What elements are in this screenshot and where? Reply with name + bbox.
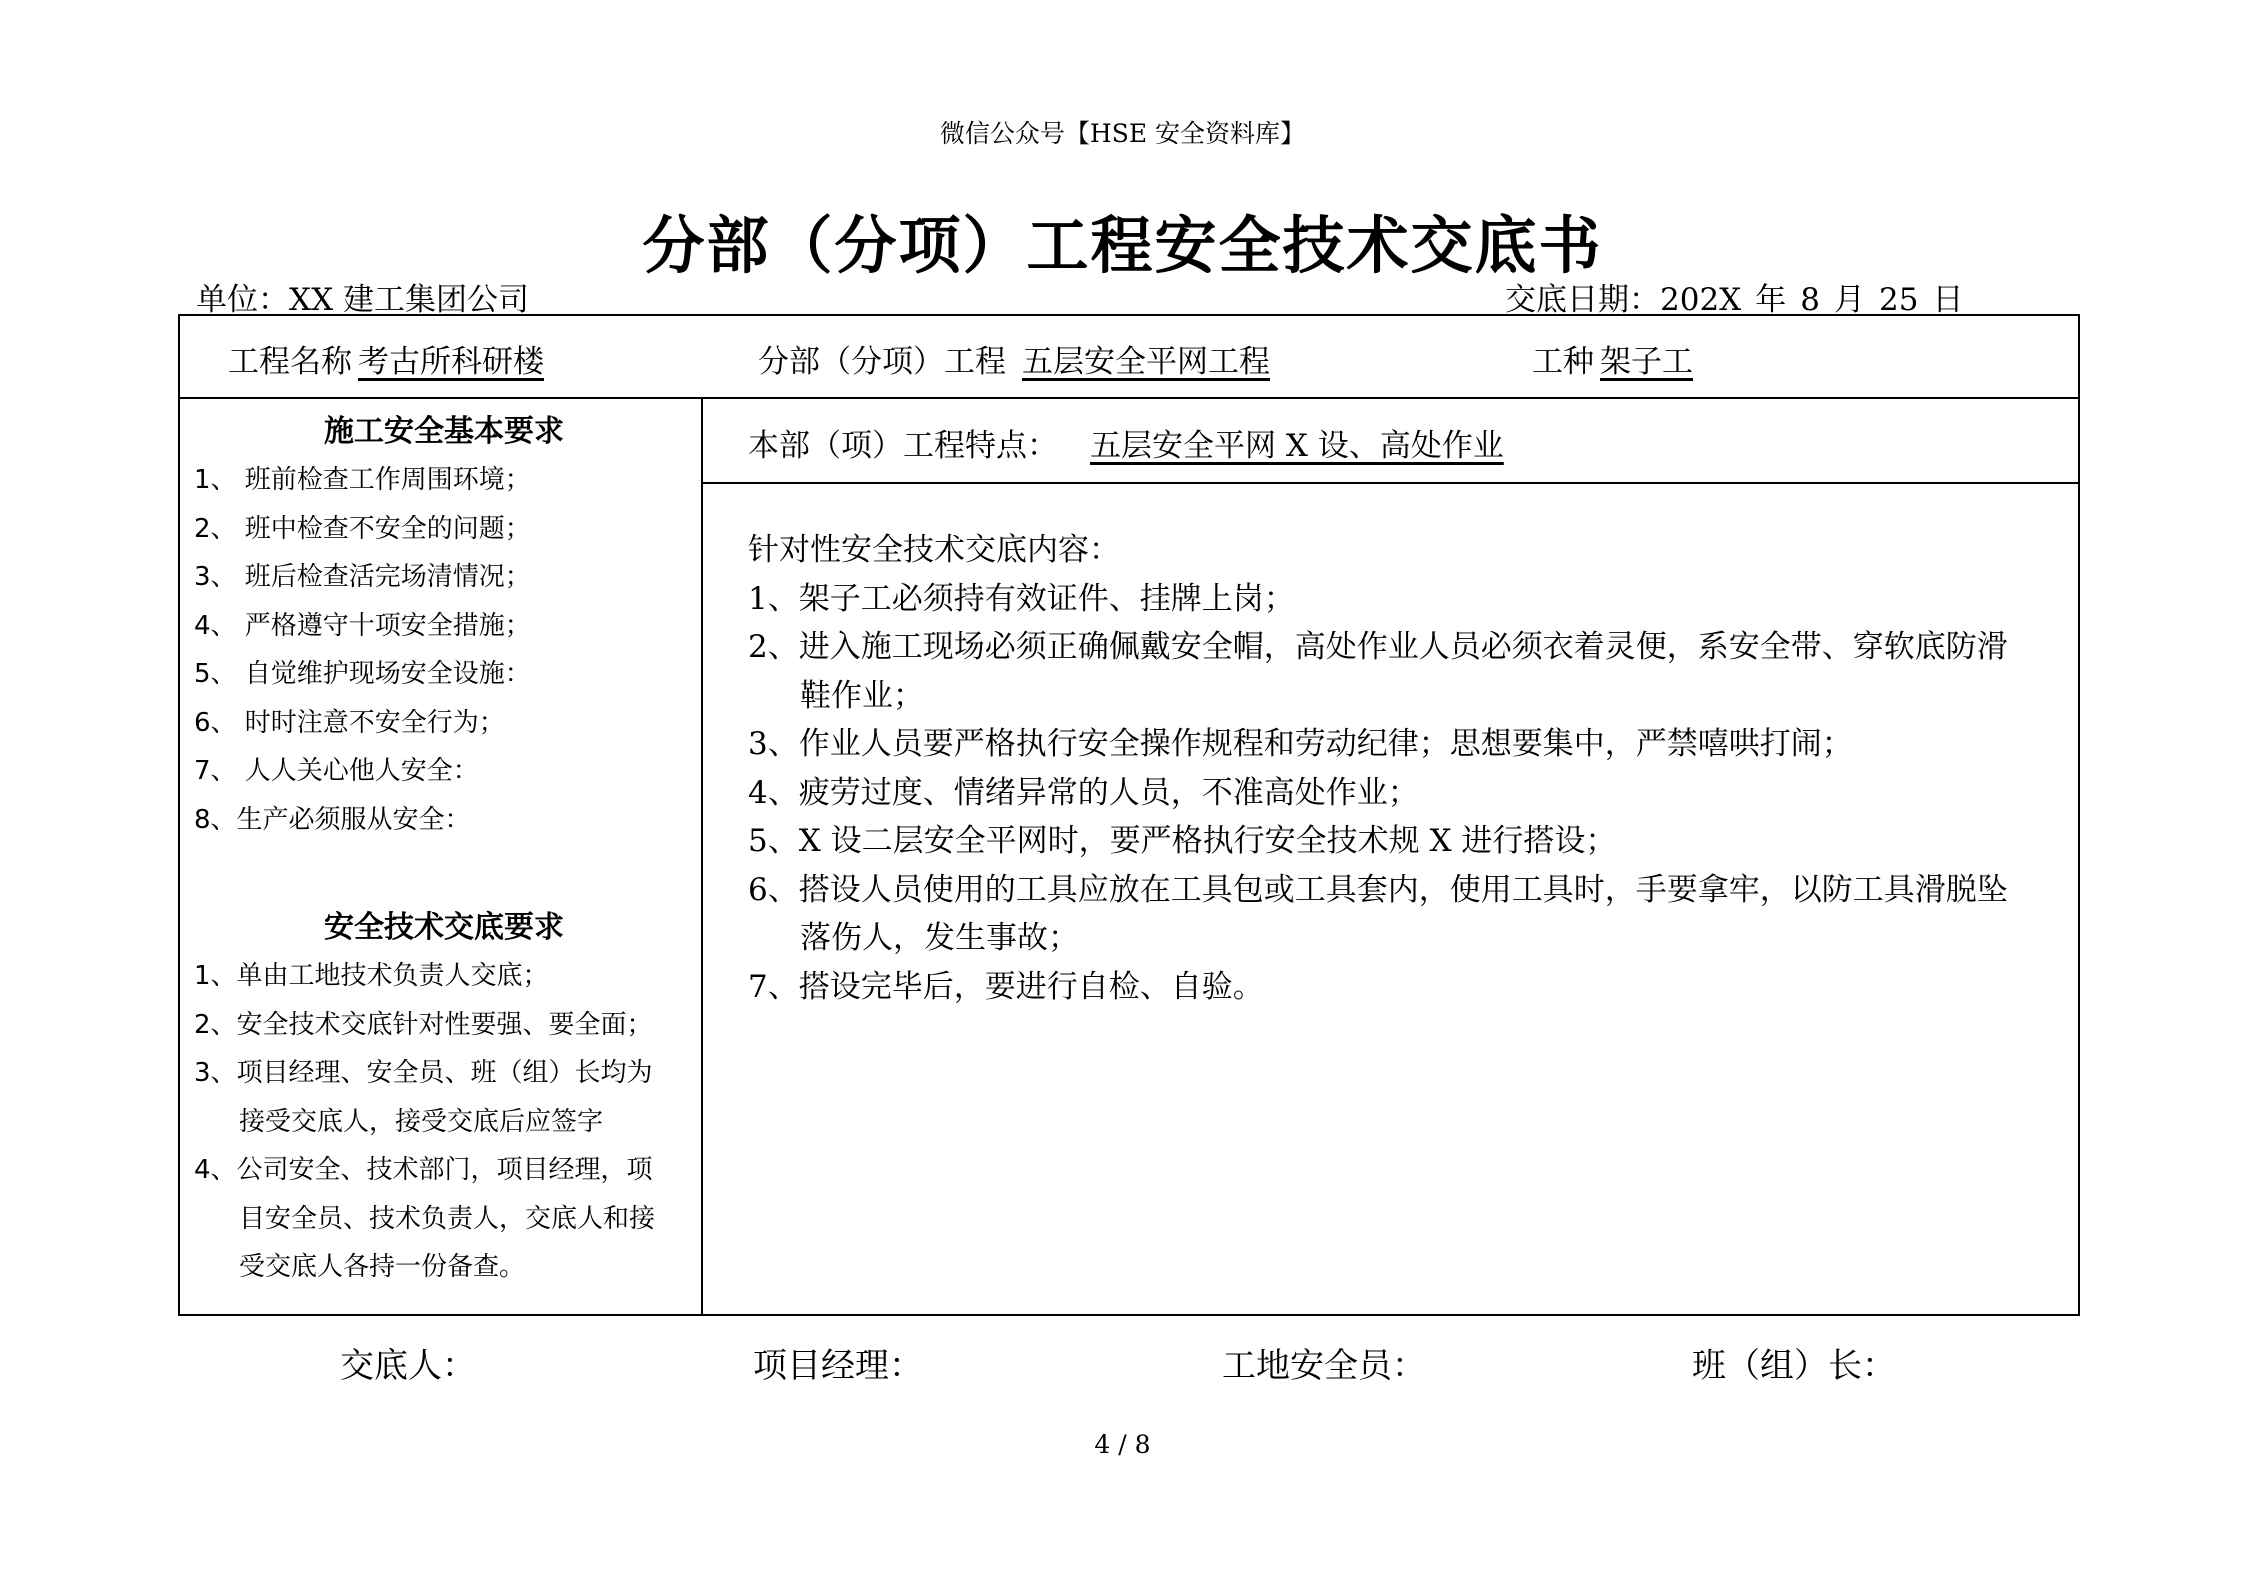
document-title: 分部（分项）工程安全技术交底书 — [642, 209, 1603, 282]
disclosure-requirement-line: 4、公司安全、技术部门，项目经理，项 — [194, 1155, 653, 1185]
safety-officer-signature: 工地安全员： — [1222, 1346, 1426, 1386]
basic-requirement-item: 5、 自觉维护现场安全设施： — [194, 659, 531, 689]
feature-value: 五层安全平网 X 设、高处作业 — [1090, 428, 1504, 464]
project-feature — [748, 420, 1504, 465]
date-month: 8 — [1800, 282, 1820, 318]
content-line: 鞋作业； — [800, 677, 924, 714]
requirements-column — [194, 408, 694, 1292]
column-divider — [701, 399, 703, 1314]
date-month-unit: 月 — [1833, 282, 1865, 318]
disclosure-requirement-line: 受交底人各持一份备查。 — [239, 1252, 526, 1282]
header-note: 微信公众号【HSE 安全资料库】 — [939, 119, 1306, 148]
content-line: 2、进入施工现场必须正确佩戴安全帽，高处作业人员必须衣着灵便，系安全带、穿软底防滑 — [748, 629, 2008, 665]
project-name-label: 工程名称 — [228, 344, 352, 380]
unit-value: XX 建工集团公司 — [289, 282, 529, 318]
date-year: 202X — [1660, 282, 1742, 318]
content-line: 4、疲劳过度、情绪异常的人员，不准高处作业； — [748, 774, 1419, 811]
basic-requirement-item: 2、 班中检查不安全的问题； — [194, 513, 531, 544]
disclosure-requirements-title: 安全技术交底要求 — [324, 910, 564, 945]
project-info-row — [180, 316, 2078, 399]
trade-value: 架子工 — [1600, 344, 1693, 380]
section-spacer — [194, 844, 694, 904]
sub-project-value: 五层安全平网工程 — [1022, 344, 1270, 380]
content-line: 1、架子工必须持有效证件、挂牌上岗； — [748, 580, 1295, 617]
disclosure-requirement-line: 1、单由工地技术负责人交底； — [194, 961, 549, 991]
manager-signature: 项目经理： — [753, 1346, 923, 1386]
feature-divider — [703, 482, 2078, 484]
discloser-signature: 交底人： — [340, 1346, 476, 1386]
disclosure-requirement-line: 3、项目经理、安全员、班（组）长均为 — [194, 1058, 653, 1088]
basic-requirement-item: 7、 人人关心他人安全： — [194, 756, 479, 786]
disclosure-requirement-line: 目安全员、技术负责人，交底人和接 — [239, 1203, 656, 1234]
date-label: 交底日期： — [1505, 282, 1660, 318]
basic-requirement-item: 3、 班后检查活完场清情况； — [194, 562, 531, 592]
feature-label: 本部（项）工程特点： — [748, 428, 1058, 464]
unit-label: 单位： — [196, 282, 289, 318]
basic-requirements-title: 施工安全基本要求 — [324, 414, 564, 449]
disclosure-table — [178, 314, 2080, 1316]
disclosure-requirement-line: 接受交底人，接受交底后应签字 — [239, 1106, 604, 1137]
basic-requirement-item: 1、 班前检查工作周围环境； — [194, 465, 531, 495]
content-line: 6、搭设人员使用的工具应放在工具包或工具套内，使用工具时，手要拿牢，以防工具滑脱坠 — [748, 871, 2008, 908]
content-heading: 针对性安全技术交底内容： — [748, 532, 1120, 568]
sub-project — [758, 336, 1270, 381]
basic-requirement-item: 6、 时时注意不安全行为； — [194, 707, 505, 738]
project-name — [228, 336, 544, 381]
trade-label: 工种 — [1532, 344, 1594, 380]
sub-project-label: 分部（分项）工程 — [758, 344, 1006, 380]
unit-line — [196, 274, 529, 319]
date-day: 25 — [1878, 282, 1919, 318]
date-day-unit: 日 — [1932, 282, 1964, 318]
disclosure-date — [1505, 274, 1977, 319]
basic-requirement-item: 8、生产必须服从安全： — [194, 804, 471, 835]
team-leader-signature: 班（组）长： — [1692, 1346, 1896, 1386]
trade — [1532, 336, 1693, 381]
basic-requirement-item: 4、 严格遵守十项安全措施； — [194, 610, 531, 641]
page-number: 4 / 8 — [1094, 1430, 1151, 1459]
disclosure-requirement-line: 2、安全技术交底针对性要强、要全面； — [194, 1009, 653, 1040]
content-line: 5、X 设二层安全平网时，要严格执行安全技术规 X 进行搭设； — [748, 823, 1617, 859]
date-year-unit: 年 — [1755, 282, 1787, 318]
disclosure-content — [748, 526, 2068, 1011]
content-line: 落伤人，发生事故； — [800, 920, 1079, 956]
content-line: 7、搭设完毕后，要进行自检、自验。 — [748, 968, 1264, 1005]
project-name-value: 考古所科研楼 — [358, 344, 544, 380]
content-line: 3、作业人员要严格执行安全操作规程和劳动纪律；思想要集中，严禁嘻哄打闹； — [748, 726, 1853, 762]
